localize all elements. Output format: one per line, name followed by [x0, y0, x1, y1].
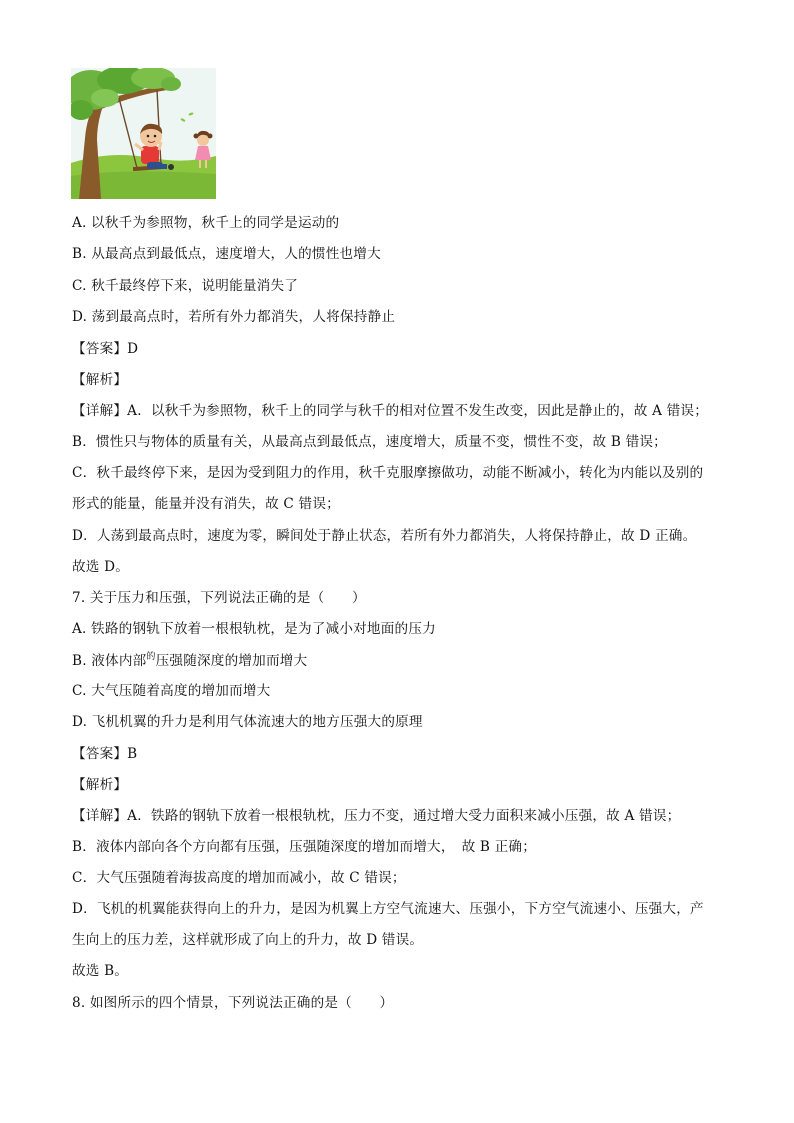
q6-option-a: A. 以秋千为参照物，秋千上的同学是运动的 [72, 215, 340, 231]
q7-option-a: A. 铁路的钢轨下放着一根根轨枕，是为了减小对地面的压力 [72, 621, 436, 637]
q7-detail-line: C．大气压强随着海拔高度的增加而减小，故 C 错误； [72, 870, 406, 886]
q7-option-d: D. 飞机机翼的升力是利用气体流速大的地方压强大的原理 [72, 714, 423, 730]
q6-detail-line: B．惯性只与物体的质量有关，从最高点到最低点，速度增大，质量不变，惯性不变，故 B 错误； [72, 434, 667, 450]
q6-option-d: D. 荡到最高点时，若所有外力都消失，人将保持静止 [72, 309, 396, 325]
q6-detail-line: D．人荡到最高点时，速度为零，瞬间处于静止状态，若所有外力都消失，人将保持静止，故 D 正确。 [72, 528, 697, 544]
q7-detail-line: 【详解】A．铁路的钢轨下放着一根根轨枕，压力不变，通过增大受力面积来减小压强，故 A 错误； [72, 808, 681, 824]
swing-illustration [71, 68, 216, 199]
q6-detail-line: C．秋千最终停下来，是因为受到阻力的作用，秋千克服摩擦做功，动能不断减小，转化为内能以及别的 [72, 465, 704, 481]
q7-detail-line: 生向上的压力差，这样就形成了向上的升力，故 D 错误。 [72, 932, 424, 948]
q6-conclusion: 故选 D。 [72, 559, 130, 575]
q6-detail-line: 形式的能量，能量并没有消失，故 C 错误； [72, 496, 340, 512]
q6-detail-line: 【详解】A．以秋千为参照物，秋千上的同学与秋千的相对位置不发生改变，因此是静止的，故 A 错误； [72, 403, 708, 419]
q7-option-b-sup: 的 [146, 652, 156, 662]
q7-answer: 【答案】B [72, 746, 138, 762]
q6-option-c: C. 秋千最终停下来，说明能量消失了 [72, 278, 299, 294]
q7-conclusion: 故选 B。 [72, 963, 129, 979]
q8-stem: 8. 如图所示的四个情景，下列说法正确的是（ ） [72, 995, 394, 1011]
q7-analysis-label: 【解析】 [72, 777, 128, 793]
q7-option-c: C. 大气压随着高度的增加而增大 [72, 683, 271, 699]
q6-answer: 【答案】D [72, 341, 139, 357]
q7-option-b-pre: B. 液体内部 [72, 653, 147, 669]
q7-detail-line: D．飞机的机翼能获得向上的升力，是因为机翼上方空气流速大、压强小，下方空气流速小、压强大，产 [72, 901, 704, 917]
q6-analysis-label: 【解析】 [72, 372, 128, 388]
q7-option-b-post: 压强随深度的增加而增大 [155, 653, 308, 669]
q7-detail-line: B．液体内部向各个方向都有压强，压强随深度的增加而增大， 故 B 正确； [72, 839, 537, 855]
q7-option-b [72, 652, 307, 672]
q6-option-b: B. 从最高点到最低点，速度增大，人的惯性也增大 [72, 246, 381, 262]
q7-stem: 7. 关于压力和压强，下列说法正确的是（ ） [72, 590, 366, 606]
